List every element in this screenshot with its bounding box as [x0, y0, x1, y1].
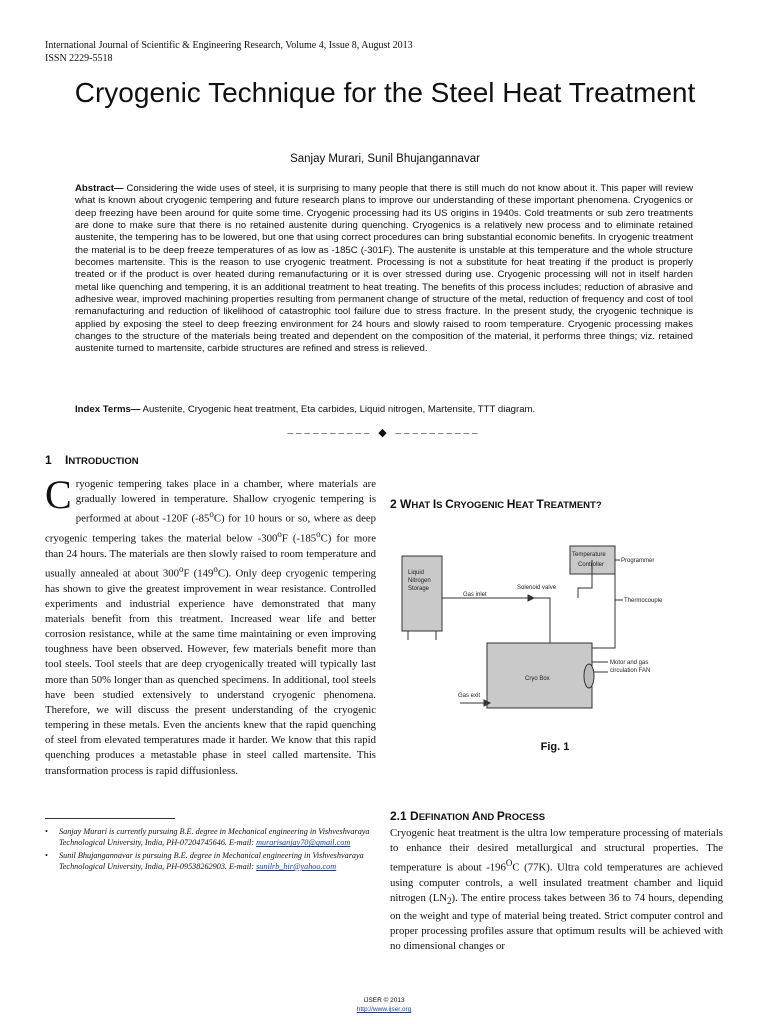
drop-cap: C	[45, 472, 72, 517]
svg-text:Solenoid valve: Solenoid valve	[517, 585, 557, 591]
svg-text:Liquid: Liquid	[408, 570, 425, 576]
section-2-1-body: Cryogenic heat treatment is the ultra low temperature processing of materials to enhance their desired metallurgical and structural properties. The temperature is about $-196^OC$ (77K). Ultra cold temperatures are achieved using computer controls, a well insulated treatment chamber and liquid nitrogen $(LN_2)$. The entire process takes between 36 to 74 hours, depending on the weight and type of material being treated. Strict computer control and proper processing profiles assure that optimum results will be achieved with no dimensional changes or	[390, 827, 723, 953]
svg-text:circulation FAN: circulation FAN	[610, 668, 651, 674]
footnotes	[45, 826, 375, 873]
page-footer	[0, 996, 768, 1014]
index-terms-label: Index Terms—	[75, 404, 141, 415]
email-link[interactable]: sunilrb_hir@yahoo.com	[256, 861, 337, 871]
footnote-rule	[45, 818, 175, 819]
heading-section-2: 2 WHAT IS CRYOGENIC HEAT TREATMENT?	[390, 497, 602, 511]
nitrogen-tank	[402, 556, 442, 631]
fan-motor	[584, 664, 594, 688]
svg-text:Cryo Box: Cryo Box	[525, 676, 550, 682]
index-terms-text: Austenite, Cryogenic heat treatment, Eta carbides, Liquid nitrogen, Martensite, TTT diagram.	[140, 404, 536, 415]
footnote-author-1: • Sanjay Murari is currently pursuing B.E. degree in Mechanical engineering in Vishveshvaraya Technological University, India, PH-07204745646. E-mail: murarisanjay70@gmail.com	[45, 827, 370, 848]
heading-introduction: 1 INTRODUCTION	[45, 453, 139, 467]
svg-text:Temperature: Temperature	[572, 552, 606, 558]
paper-authors: Sanjay Murari, Sunil Bhujangannavar	[290, 153, 480, 165]
index-terms	[75, 404, 693, 415]
footnote-author-2: • Sunil Bhujangannavar is pursuing B.E. degree in Mechanical engineering in Vishveshvaraya Technological University, India, PH-09538262903. E-mail: sunilrb_hir@yahoo.com	[45, 850, 364, 871]
journal-issn: ISSN 2229-5518	[45, 53, 113, 64]
heading-section-2-1: 2.1 DEFINATION AND PROCESS	[390, 809, 546, 823]
journal-url-link[interactable]: http://www.ijser.org	[356, 1006, 412, 1013]
abstract-label: Abstract—	[75, 183, 124, 194]
abstract-text: Considering the wide uses of steel, it is surprising to many people that there is still much do not know about it. This paper will review what is known about cryogenic tempering and future research plans to improve our understanding of these important phenomena. Cryogenics or deep freezing have been around for quite some time. Cryogenic processing had its US origins in 1940s. Cold treatments or sub zero treatments are done to make sure that there is no retained austenite during quenching. Cryogenics is a relatively new process and to eliminate retained austenite, the tempering has to be lowered, but one that using correct procedures can bring substantial economic benefits. In cryogenic treatment the material is to be deep freeze temperatures of as low as -185C (-301F). The austenite is unstable at this temperature and the whole structure becomes martensite. This is the reason to use cryogenic treatment. Processing is not a substitute for heat treating if the product is properly treated or if the product is over heated during remanufacturing or it is over stressed during use. Cryogenic processing will not in itself harden metal like quenching and tempering, it is an additional treatment to heat treating. The benefits of this process includes; reduction of abrasive and adhesive wear, improved machining properties resulting from permanent change of structure of the metal, reduction of frequency and cost of tool remanufacturing and reduction of likelihood of catastrophic tool failure due to stress fracture. In the present study, the cryogenic technique is applied by exposing the steel to deep freezing environment for 24 hours and slowly raised to room temperature. Cryogenic processing makes changes to the structure of the materials being treated and dependent on the composition of the material, it performs three things; viz. retained austenite turned to martensite, carbide structures are refined and stress is relieved.	[75, 183, 693, 355]
abstract	[75, 183, 693, 356]
section-divider: –––––––––– ◆ ––––––––––	[287, 427, 481, 439]
copyright: IJSER © 2013	[363, 997, 405, 1004]
journal-citation: International Journal of Scientific & Engineering Research, Volume 4, Issue 8, August 2013	[45, 40, 413, 51]
paper-title: Cryogenic Technique for the Steel Heat Treatment	[74, 77, 696, 108]
figure-caption: Fig. 1	[540, 741, 570, 753]
journal-header	[45, 39, 413, 65]
email-link[interactable]: murarisanjay70@gmail.com	[256, 838, 351, 848]
svg-text:Programmer: Programmer	[621, 558, 655, 564]
cryogenic-system-diagram	[400, 538, 730, 743]
svg-text:Gas inlet: Gas inlet	[463, 592, 487, 598]
svg-text:Gas exit: Gas exit	[458, 693, 481, 699]
svg-text:Thermocouple: Thermocouple	[624, 598, 663, 604]
svg-text:Motor and gas: Motor and gas	[610, 660, 649, 666]
svg-text:Nitrogen: Nitrogen	[408, 578, 431, 584]
svg-text:Controller: Controller	[578, 562, 605, 568]
svg-text:Storage: Storage	[408, 586, 430, 592]
introduction-body: Cryogenic tempering takes place in a chamber, where materials are gradually lowered in temperature. Shallow cryogenic tempering is performed at about -120F (-85$^o$C) for 10 hours or so, where as deep cryogenic tempering takes the material below -300$^o$F (-185$^o$C) for more than 24 hours. The materials are then slowly raised to room temperature and usually annealed at about 300$^o$F (149$^o$C). Only deep cryogenic tempering has shown to give the greatest improvement in wear resistance. Controlled experiments and industrial experience have demonstrated that many materials benefit from this treatment. Increased wear life and better corrosion resistance, while at the same time maintaining or even improving toughness have been observed. However, few materials benefit more than tool steels. Tool steels that are deep cryogenically treated will typically last more than 50% longer than as quenched specimens. In additional, tool steels have been studied extensively to understand cryogenic phenomena. Therefore, we will discuss the present understanding of the cryogenic tempering in these metals. Even the ancients knew that the rapid quenching of steel from elevated temperatures made it harder. We know that this rapid quenching produces a metastable phase in steel called martensite. This transformation process is rapid diffusionless.	[45, 472, 377, 777]
